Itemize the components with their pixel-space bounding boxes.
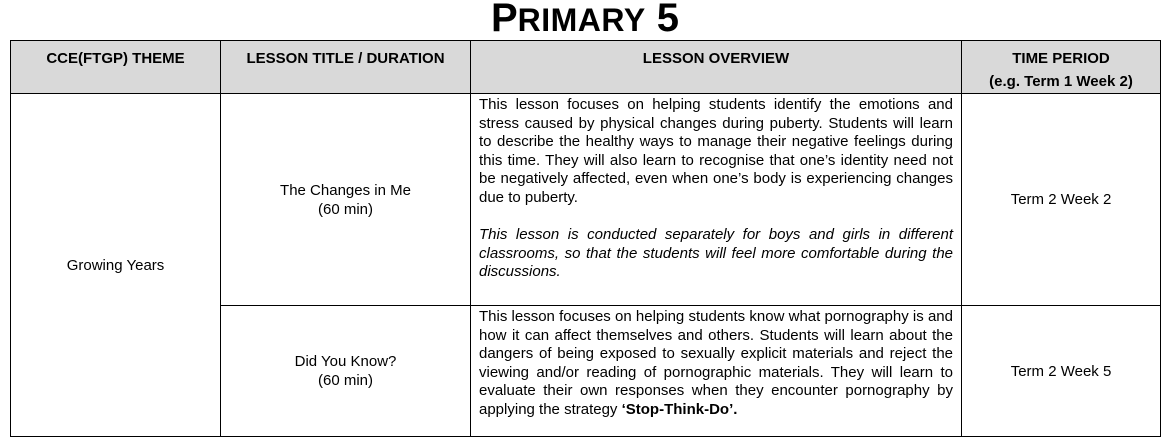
title-initial: P — [490, 0, 518, 40]
header-row — [11, 41, 1161, 94]
strategy-name: ‘Stop-Think-Do’. — [621, 400, 738, 418]
header-time-line1: TIME PERIOD — [1012, 50, 1110, 67]
lesson-title: The Changes in Me — [280, 181, 411, 199]
header-lesson: LESSON TITLE / DURATION — [221, 41, 471, 94]
lesson-title-cell — [221, 94, 471, 306]
lesson-overview-cell — [471, 94, 962, 306]
time-period-cell: Term 2 Week 2 — [962, 94, 1161, 306]
title-rest: RIMARY — [517, 2, 646, 38]
lesson-note: This lesson is conducted separately for boys and girls in different classrooms, so that the students will feel more comfortable during the discussions. — [479, 226, 953, 280]
lesson-title-cell — [221, 306, 471, 437]
header-time-period — [962, 41, 1161, 94]
page-title — [0, 0, 1170, 39]
lesson-overview-paragraph — [479, 308, 953, 419]
lesson-table — [10, 40, 1161, 437]
table-row — [11, 94, 1161, 306]
lesson-overview-text: This lesson focuses on helping students identify the emotions and stress caused by physical changes during puberty. Students will learn to describe the healthy ways to manage their negative feelings during this time. They will also learn to recognise that one’s identity need not be negatively affected, even when one’s body is experiencing changes due to puberty. — [479, 96, 953, 206]
lesson-title: Did You Know? — [294, 353, 397, 370]
header-overview: LESSON OVERVIEW — [471, 41, 962, 94]
lesson-overview-text: This lesson focuses on helping students know what pornography is and how it can affect themselves and others. Students will learn about the dangers of being exposed to sexually explicit materials and reject the viewing and/or reading of pornographic materials. They will learn to evaluate their own responses when they encounter pornography by applying the strategy — [479, 308, 953, 418]
header-time-line2: (e.g. Term 1 Week 2) — [989, 73, 1133, 90]
lesson-duration: (60 min) — [317, 200, 373, 218]
time-period-cell: Term 2 Week 5 — [962, 306, 1161, 437]
lesson-overview-cell — [471, 306, 962, 437]
title-number: 5 — [656, 0, 680, 40]
header-theme: CCE(FTGP) THEME — [11, 41, 221, 94]
lesson-duration: (60 min) — [317, 372, 373, 389]
theme-cell: Growing Years — [11, 94, 221, 437]
